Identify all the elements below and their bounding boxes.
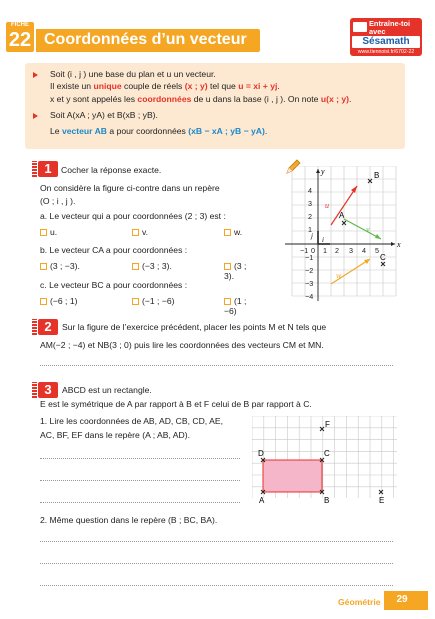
intro-line-4: Soit A(xA ; yA) et B(xB ; yB).: [50, 110, 158, 120]
exercise-3-q1-a: 1. Lire les coordonnées de AB, AD, CB, CD, AE,: [40, 416, 223, 426]
option-c1[interactable]: [40, 296, 77, 306]
intro-text: .: [277, 81, 280, 91]
bullet-icon: [33, 113, 38, 119]
checkbox[interactable]: [40, 298, 47, 305]
option-label: (3 ; 3).: [224, 261, 247, 281]
option-label: v.: [142, 227, 149, 237]
intro-ab-formula: (xB − xA ; yB − yA): [188, 126, 265, 136]
checkbox[interactable]: [40, 263, 47, 270]
vector-v: [344, 219, 381, 239]
exercise-1-intro-2: (O ; i , j ).: [40, 196, 76, 206]
answer-line[interactable]: [40, 458, 240, 459]
option-label: (−6 ; 1): [50, 296, 78, 306]
answer-line[interactable]: [40, 585, 393, 586]
promo-line2: avec: [369, 27, 386, 36]
option-label: w.: [234, 227, 243, 237]
point-c-label: C: [324, 449, 330, 458]
question-c: c. Le vecteur BC a pour coordonnées :: [40, 280, 188, 290]
exercise-number: 1: [44, 161, 52, 176]
intro-line-5: [50, 126, 267, 136]
brand-logo: Sésamath: [352, 36, 420, 48]
checkbox[interactable]: [224, 229, 231, 236]
answer-line[interactable]: [40, 502, 240, 503]
answer-line[interactable]: [40, 480, 240, 481]
x-tick: −1: [300, 246, 309, 255]
answer-line[interactable]: [40, 541, 393, 542]
point-a-label: A: [259, 496, 265, 504]
page-number: 29: [396, 594, 408, 605]
x-tick: 4: [362, 246, 366, 255]
exercise-1-badge: [38, 161, 58, 177]
intro-text: .: [264, 126, 268, 136]
intro-text: x et y sont appelés les: [50, 94, 138, 104]
exercise-1-grid: [280, 166, 405, 306]
intro-text: a pour coordonnées: [107, 126, 189, 136]
x-tick: 1: [323, 246, 327, 255]
exercise-2-line-2: AM(−2 ; −4) et NB(3 ; 0) puis lire les coordonnées des vecteurs CM et MN.: [40, 340, 324, 350]
promo-url[interactable]: www.tiennoisi.fr/6702-22: [357, 49, 415, 55]
point-d-label: D: [258, 449, 264, 458]
point-e-mark: [379, 490, 383, 494]
x-tick: 0: [311, 246, 315, 255]
intro-notation: u(x ; y): [320, 94, 350, 104]
exercise-number: 2: [44, 319, 52, 334]
y-tick: 4: [308, 186, 312, 195]
exercise-3-line-2: E est le symétrique de A par rapport à B et F celui de B par rapport à C.: [40, 399, 312, 409]
intro-unique: unique: [93, 81, 122, 91]
x-axis-arrow: [391, 242, 395, 246]
exercise-3-line-1: ABCD est un rectangle.: [62, 385, 152, 395]
exercise-2-line-1: Sur la figure de l’exercice précédent, placer les points M et N tels que: [62, 322, 327, 332]
fiche-label: FICHE: [11, 22, 29, 28]
option-b2[interactable]: [132, 261, 172, 271]
option-label: (3 ; −3).: [50, 261, 80, 271]
x-tick: 3: [349, 246, 353, 255]
option-b3[interactable]: [224, 261, 250, 281]
y-tick: −1: [305, 253, 314, 262]
checkbox[interactable]: [224, 298, 231, 305]
page-title: Coordonnées d’un vecteur: [44, 31, 247, 48]
computer-icon: [353, 22, 367, 32]
checkbox[interactable]: [40, 229, 47, 236]
point-f-label: F: [325, 420, 330, 429]
promo-line1: Entraîne-toi: [369, 19, 411, 28]
intro-line-3: [50, 94, 351, 104]
y-tick: −2: [305, 266, 314, 275]
answer-line[interactable]: [40, 563, 393, 564]
point-b-label: B: [374, 171, 380, 180]
y-tick: 2: [308, 212, 312, 221]
footer-section: Géométrie: [338, 597, 381, 607]
exercise-3-q1-b: AC, BF, EF dans le repère (A ; AB, AD).: [40, 430, 190, 440]
option-a3[interactable]: [224, 227, 242, 237]
exercise-3-grid: [252, 416, 402, 504]
y-tick: 3: [308, 199, 312, 208]
rectangle-abcd: [263, 460, 322, 492]
y-axis-arrow: [316, 169, 320, 173]
intro-coordonnees: coordonnées: [137, 94, 192, 104]
checkbox[interactable]: [132, 298, 139, 305]
question-b: b. Le vecteur CA a pour coordonnées :: [40, 245, 188, 255]
checkbox[interactable]: [132, 263, 139, 270]
question-a: a. Le vecteur qui a pour coordonnées (2 ; 3) est :: [40, 211, 226, 221]
checkbox[interactable]: [132, 229, 139, 236]
vector-v-arrow: [375, 234, 381, 239]
vector-v-label: v: [366, 225, 370, 234]
point-e-label: E: [379, 496, 385, 504]
answer-line[interactable]: [40, 365, 393, 366]
bullet-icon: [33, 72, 38, 78]
option-b1[interactable]: [40, 261, 80, 271]
checkbox[interactable]: [224, 263, 231, 270]
unit-i-label: i: [322, 236, 324, 244]
option-a2[interactable]: [132, 227, 148, 237]
exercise-number: 3: [44, 382, 52, 397]
x-tick: 2: [335, 246, 339, 255]
option-c2[interactable]: [132, 296, 174, 306]
exercise-3-q2: 2. Même question dans le repère (B ; BC, BA).: [40, 515, 218, 525]
intro-text: tel que: [207, 81, 239, 91]
intro-xy: (x ; y): [184, 81, 208, 91]
intro-line-2: [50, 81, 280, 91]
point-a-label: A: [339, 211, 345, 220]
intro-text: couple de réels: [121, 81, 185, 91]
option-c3[interactable]: [224, 296, 260, 316]
y-tick: 1: [308, 225, 312, 234]
intro-text: Il existe un: [50, 81, 94, 91]
intro-text: de u dans la base (i , j ). On note: [191, 94, 321, 104]
unit-j-label: j: [311, 232, 313, 240]
option-label: (−3 ; 3).: [142, 261, 172, 271]
exercise-1-intro-1: On considère la figure ci-contre dans un repère: [40, 183, 220, 193]
point-c-label: C: [380, 253, 386, 262]
intro-vector-ab: vecteur AB: [61, 126, 108, 136]
exercise-1-title: Cocher la réponse exacte.: [61, 165, 162, 175]
fiche-number: 22: [8, 29, 32, 51]
intro-text: .: [349, 94, 352, 104]
intro-line-1: Soit (i , j ) une base du plan et u un vecteur.: [50, 69, 216, 79]
point-b-label: B: [324, 496, 330, 504]
vector-w-label: w: [336, 271, 342, 280]
option-a1[interactable]: [40, 227, 57, 237]
x-tick: 5: [375, 246, 379, 255]
exercise-2-badge: [38, 319, 58, 335]
vector-w-arrow: [364, 259, 370, 264]
intro-text: Le: [50, 126, 62, 136]
x-axis-label: x: [397, 240, 401, 249]
vector-u-label: u: [325, 201, 329, 210]
option-label: u.: [50, 227, 58, 237]
option-label: (1 ; −6): [224, 296, 247, 316]
intro-formula: u = xi + yj: [238, 81, 278, 91]
y-tick: −3: [305, 279, 314, 288]
y-tick: −4: [305, 292, 314, 301]
y-axis-label: y: [321, 167, 325, 176]
option-label: (−1 ; −6): [142, 296, 175, 306]
exercise-3-badge: [38, 382, 58, 398]
